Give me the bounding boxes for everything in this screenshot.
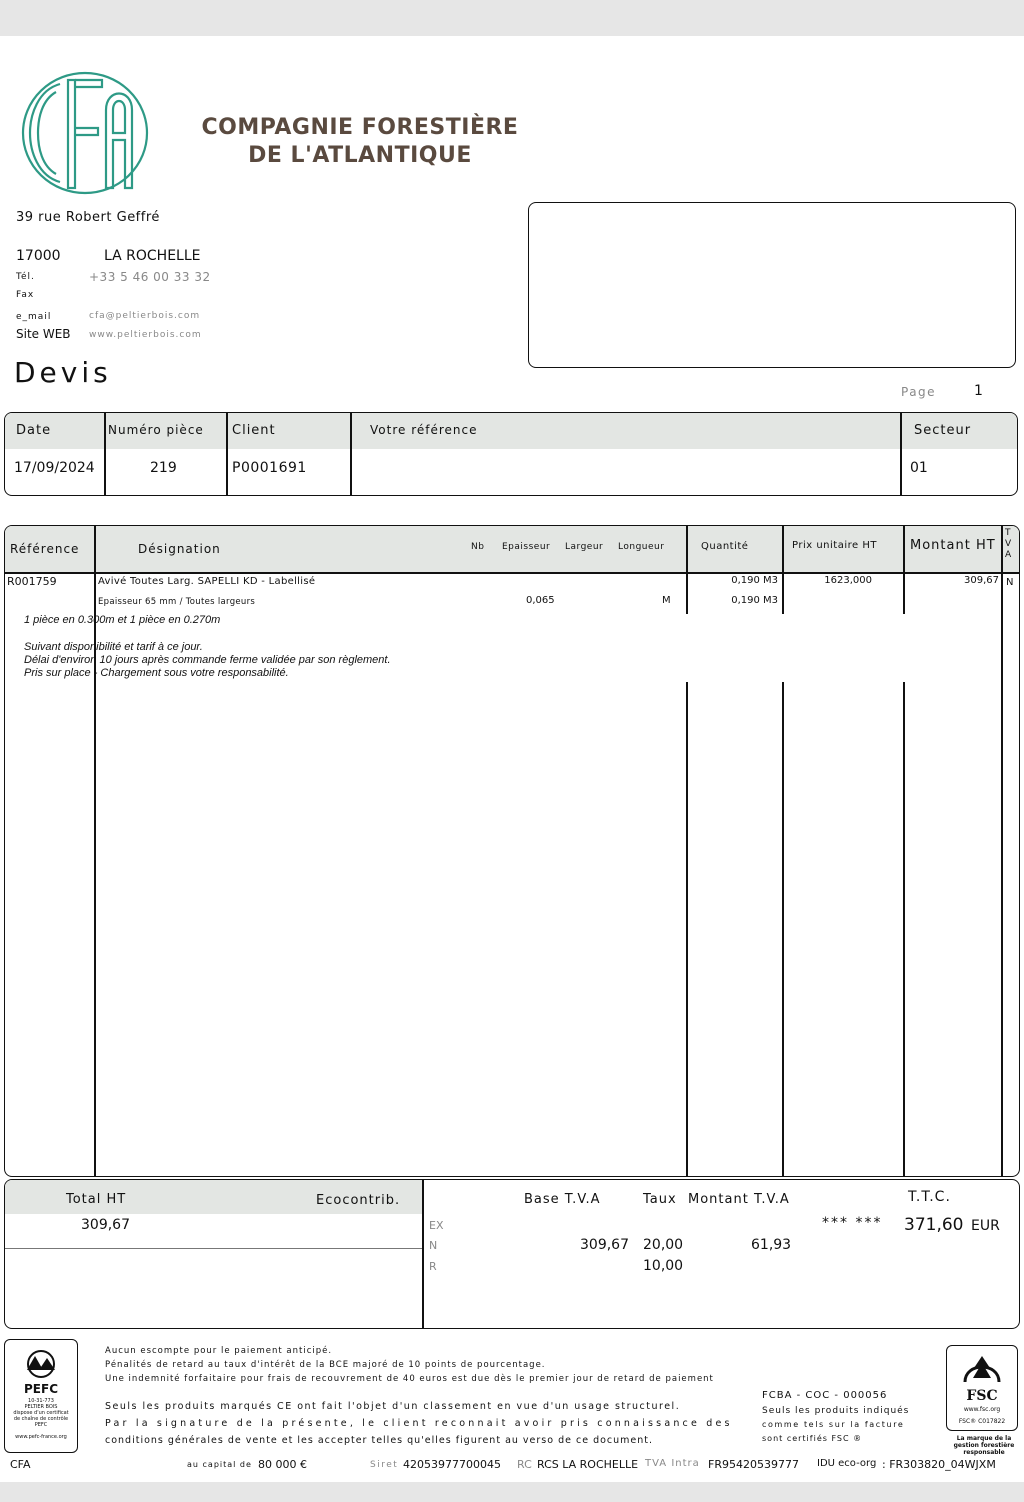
fcba-code: FCBA - COC - 000056: [762, 1390, 888, 1401]
pefc-wordmark: PEFC: [24, 1382, 58, 1396]
code-n: N: [429, 1239, 438, 1252]
divider: [1001, 526, 1003, 1176]
pefc-details: [5, 1398, 77, 1440]
code-ex: EX: [429, 1219, 444, 1232]
col-epaisseur: Epaisseur: [502, 542, 551, 552]
col-prix: Prix unitaire HT: [792, 540, 877, 551]
company-name-line2: DE L'ATLANTIQUE: [248, 143, 472, 168]
pefc-text: dispose d'un certificat: [13, 1410, 69, 1416]
pefc-code: 10-31-773: [28, 1398, 54, 1404]
col-designation: Désignation: [138, 542, 221, 556]
col-tva: TVA: [1005, 528, 1012, 560]
montant-tva-n: 61,93: [751, 1237, 792, 1253]
ttc-stars: *** ***: [822, 1215, 883, 1231]
footer-cfa: CFA: [10, 1458, 31, 1471]
col-montant: Montant HT: [910, 538, 996, 553]
row1-montant: 309,67: [964, 575, 999, 586]
col-reference: Référence: [10, 542, 80, 556]
row2-designation: Epaisseur 65 mm / Toutes largeurs: [98, 597, 256, 607]
note-availability: Suivant disponibilité et tarif à ce jour.: [24, 641, 203, 653]
col-longueur: Longueur: [618, 542, 665, 552]
page-number: 1: [974, 383, 983, 399]
company-city: LA ROCHELLE: [104, 248, 201, 264]
fsc-note: Seuls les produits indiqués: [762, 1406, 910, 1416]
pefc-text: PELTIER BOIS: [24, 1404, 58, 1410]
tel-value: +33 5 46 00 33 32: [89, 270, 211, 284]
header-rule: [4, 572, 1020, 574]
date-value: 17/09/2024: [14, 460, 95, 476]
web-label: Site WEB: [16, 327, 71, 341]
row1-quantite: 0,190 M3: [731, 575, 778, 586]
ref-label: Votre référence: [370, 423, 478, 437]
web-value: www.peltierbois.com: [89, 330, 202, 340]
client-value: P0001691: [232, 460, 307, 476]
capital-value: 80 000 €: [258, 1458, 307, 1471]
company-name: [170, 114, 550, 170]
row1-designation: Avivé Toutes Larg. SAPELLI KD - Labellisé: [98, 576, 316, 587]
company-name-line1: COMPAGNIE FORESTIÈRE: [201, 115, 519, 140]
capital-label: au capital de: [187, 1460, 252, 1469]
tel-label: Tél.: [16, 272, 35, 282]
row2-longueur: M: [662, 595, 671, 606]
pefc-text: de chaîne de contrôle: [13, 1416, 69, 1422]
fsc-logo: [946, 1345, 1018, 1431]
number-label: Numéro pièce: [108, 423, 204, 437]
email-value: cfa@peltierbois.com: [89, 311, 201, 321]
fsc-site: www.fsc.org: [963, 1406, 1001, 1413]
fsc-tagline-line: responsable: [963, 1449, 1005, 1456]
fax-label: Fax: [16, 290, 35, 300]
divider: [900, 413, 902, 495]
page-label: Page: [901, 385, 937, 399]
cfa-logo: [20, 70, 150, 196]
divider: [903, 526, 905, 614]
fsc-tree-icon: [961, 1352, 1003, 1388]
idu-label: IDU eco-org: [817, 1458, 877, 1469]
legal-indemnite: Une indemnité forfaitaire pour frais de recouvrement de 40 euros est due dès le premier jour de retard de paiement: [105, 1374, 714, 1384]
divider: [782, 682, 784, 1176]
note-pickup: Pris sur place - Chargement sous votre responsabilité.: [24, 667, 289, 679]
company-address: 39 rue Robert Geffré: [16, 210, 160, 225]
divider: [903, 682, 905, 1176]
note-pieces: 1 pièce en 0.300m et 1 pièce en 0.270m: [24, 614, 221, 626]
fsc-wordmark: FSC: [966, 1388, 998, 1404]
taux-n: 20,00: [643, 1237, 684, 1253]
ttc-label: T.T.C.: [908, 1189, 951, 1205]
taux-label: Taux: [643, 1192, 677, 1207]
pefc-text: PEFC: [34, 1422, 48, 1428]
pefc-logo: [4, 1339, 78, 1453]
email-label: e_mail: [16, 312, 52, 322]
legal-ce: Seuls les produits marqués CE ont fait l'objet d'un classement en vue d'un usage structurel.: [105, 1401, 681, 1412]
fsc-note: sont certifiés FSC ®: [762, 1434, 863, 1443]
siret-value: 42053977700045: [403, 1458, 501, 1471]
client-label: Client: [232, 423, 276, 438]
divider: [422, 1180, 424, 1328]
divider: [686, 682, 688, 1176]
tva-label: TVA Intra: [645, 1458, 700, 1469]
row1-prix: 1623,000: [824, 575, 872, 586]
company-postcode: 17000: [16, 248, 61, 264]
pefc-tree-icon: [21, 1350, 61, 1378]
col-quantite: Quantité: [701, 541, 749, 552]
row2-quantite: 0,190 M3: [731, 595, 778, 606]
total-ht-label: Total HT: [66, 1192, 127, 1207]
fsc-tagline: [946, 1435, 1022, 1456]
base-tva-label: Base T.V.A: [524, 1192, 601, 1207]
note-delay: Délai d'environ 10 jours après commande ferme validée par son règlement.: [24, 654, 391, 666]
legal-signature: Par la signature de la présente, le client reconnait avoir pris connaissance des: [105, 1418, 733, 1429]
legal-escompte: Aucun escompte pour le paiement anticipé.: [105, 1346, 333, 1356]
document-title: Devis: [14, 356, 112, 389]
divider: [782, 526, 784, 614]
ecocontrib-label: Ecocontrib.: [316, 1193, 401, 1208]
ttc-value: 371,60: [904, 1215, 964, 1235]
total-ht-value: 309,67: [81, 1217, 130, 1233]
ttc-currency: EUR: [971, 1218, 1000, 1234]
siret-label: Siret: [370, 1460, 399, 1470]
recipient-address-box: [528, 202, 1016, 368]
number-value: 219: [150, 460, 177, 476]
divider: [226, 413, 228, 495]
legal-penalites: Pénalités de retard au taux d'intérêt de la BCE majoré de 10 points de pourcentage.: [105, 1360, 546, 1370]
rc-value: RCS LA ROCHELLE: [537, 1458, 639, 1471]
sector-value: 01: [910, 460, 928, 476]
sector-label: Secteur: [914, 423, 972, 438]
fsc-note: comme tels sur la facture: [762, 1420, 905, 1429]
fsc-tagline-line: gestion forestière: [953, 1442, 1015, 1449]
totals-box: [4, 1179, 1020, 1329]
fsc-code: FSC® C017822: [958, 1418, 1006, 1425]
rc-label: RC: [517, 1458, 532, 1471]
divider: [686, 526, 688, 614]
col-largeur: Largeur: [565, 542, 604, 552]
row1-reference: R001759: [7, 575, 57, 588]
legal-conditions: conditions générales de vente et les accepter telles qu'elles figurent au verso de ce document.: [105, 1435, 654, 1446]
divider: [350, 413, 352, 495]
row2-epaisseur: 0,065: [526, 595, 555, 606]
date-label: Date: [16, 423, 52, 438]
taux-r: 10,00: [643, 1258, 684, 1274]
divider: [104, 413, 106, 495]
montant-tva-label: Montant T.V.A: [688, 1192, 790, 1207]
row1-tva: N: [1006, 577, 1014, 588]
document-page: [0, 36, 1024, 1482]
tva-value: FR95420539777: [708, 1458, 799, 1471]
totals-rule: [5, 1248, 422, 1249]
pefc-site: www.pefc-france.org: [15, 1434, 67, 1440]
base-n: 309,67: [580, 1237, 629, 1253]
col-nb: Nb: [471, 542, 485, 552]
code-r: R: [429, 1260, 437, 1273]
idu-value: : FR303820_04WJXM: [882, 1458, 996, 1471]
fsc-tagline-line: La marque de la: [956, 1435, 1012, 1442]
